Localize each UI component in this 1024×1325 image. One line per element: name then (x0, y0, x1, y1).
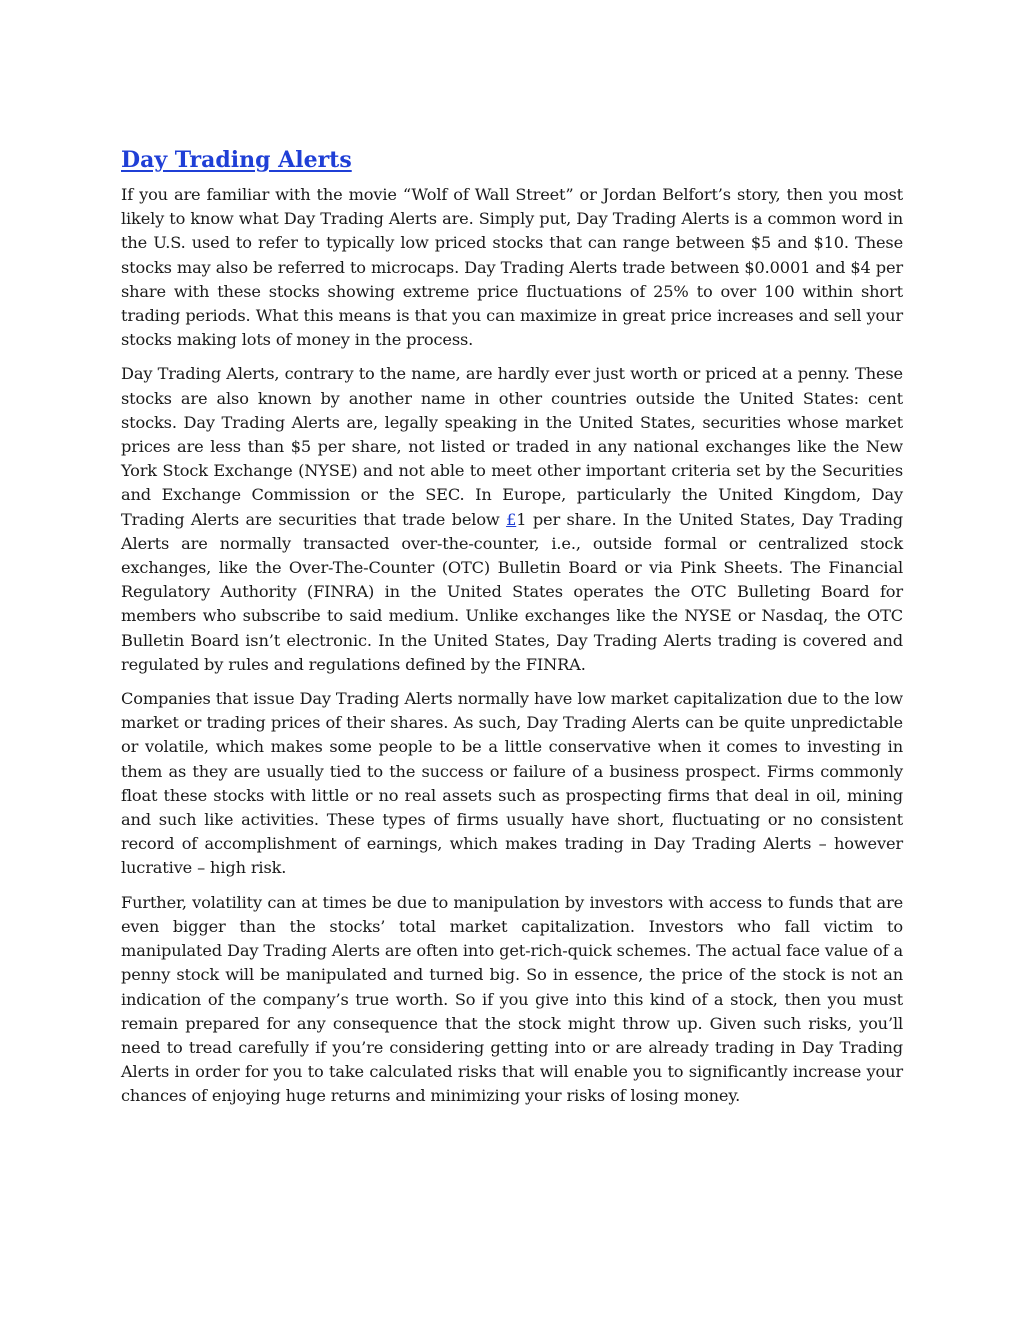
paragraph-intro: If you are familiar with the movie “Wolf of Wall Street” or Jordan Belfort’s story, then you most likely to know what Day Trading Alerts are. Simply put, Day Trading Alerts is a common word in the U.S. used to refer to typically low priced stocks that can range between $5 and $10. These stocks may also be referred to microcaps. Day Trading Alerts trade between $0.0001 and $4 per share with these stocks showing extreme price fluctuations of 25% to over 100 within short trading periods. What this means is that you can maximize in great price increases and sell your stocks making lots of money in the process. (121, 185, 903, 350)
paragraph-companies: Companies that issue Day Trading Alerts normally have low market capitalization due to the low market or trading prices of their shares. As such, Day Trading Alerts can be quite unpredictable or volatile, which makes some people to be a little conservative when it comes to investing in them as they are usually tied to the success or failure of a business prospect. Firms commonly float these stocks with little or no real assets such as prospecting firms that deal in oil, mining and such like activities. These types of firms usually have short, fluctuating or no consistent record of accomplishment of earnings, which makes trading in Day Trading Alerts – however lucrative – high risk. (121, 689, 903, 878)
paragraph-volatility: Further, volatility can at times be due to manipulation by investors with access to funds that are even bigger than the stocks’ total market capitalization. Investors who fall victim to manipulated Day Trading Alerts are often into get-rich-quick schemes. The actual face value of a penny stock will be manipulated and turned big. So in essence, the price of the stock is not an indication of the company’s true worth. So if you give into this kind of a stock, then you must remain prepared for any consequence that the stock might throw up. Given such risks, you’ll need to tread carefully if you’re considering getting into or are already trading in Day Trading Alerts in order for you to take calculated risks that will enable you to significantly increase your chances of enjoying huge returns and minimizing your risks of losing money. (121, 892, 903, 1106)
document-page (121, 143, 903, 1119)
page-title-link[interactable]: Day Trading Alerts (121, 147, 352, 173)
paragraph-definition (121, 362, 903, 677)
paragraph-definition-text-1: Day Trading Alerts, contrary to the name, are hardly ever just worth or priced at a penny. These stocks are also known by another name in other countries outside the United States: cent stocks. Day Trading Alerts are, legally speaking in the United States, securities whose market prices are less than $5 per share, not listed or traded in any national exchanges like the New York Stock Exchange (NYSE) and not able to meet other important criteria set by the Securities and Exchange Commission or the SEC. In Europe, particularly the United Kingdom, Day Trading Alerts are securities that trade below (121, 364, 903, 529)
pound-sign-link[interactable]: £ (506, 509, 517, 529)
paragraph-definition-text-2: 1 per share. In the United States, Day Trading Alerts are normally transacted over-the-counter, i.e., outside formal or centralized stock exchanges, like the Over-The-Counter (OTC) Bulletin Board or via Pink Sheets. The Financial Regulatory Authority (FINRA) in the United States operates the OTC Bulleting Board for members who subscribe to said medium. Unlike exchanges like the NYSE or Nasdaq, the OTC Bulletin Board isn’t electronic. In the United States, Day Trading Alerts trading is covered and regulated by rules and regulations defined by the FINRA. (121, 509, 903, 674)
